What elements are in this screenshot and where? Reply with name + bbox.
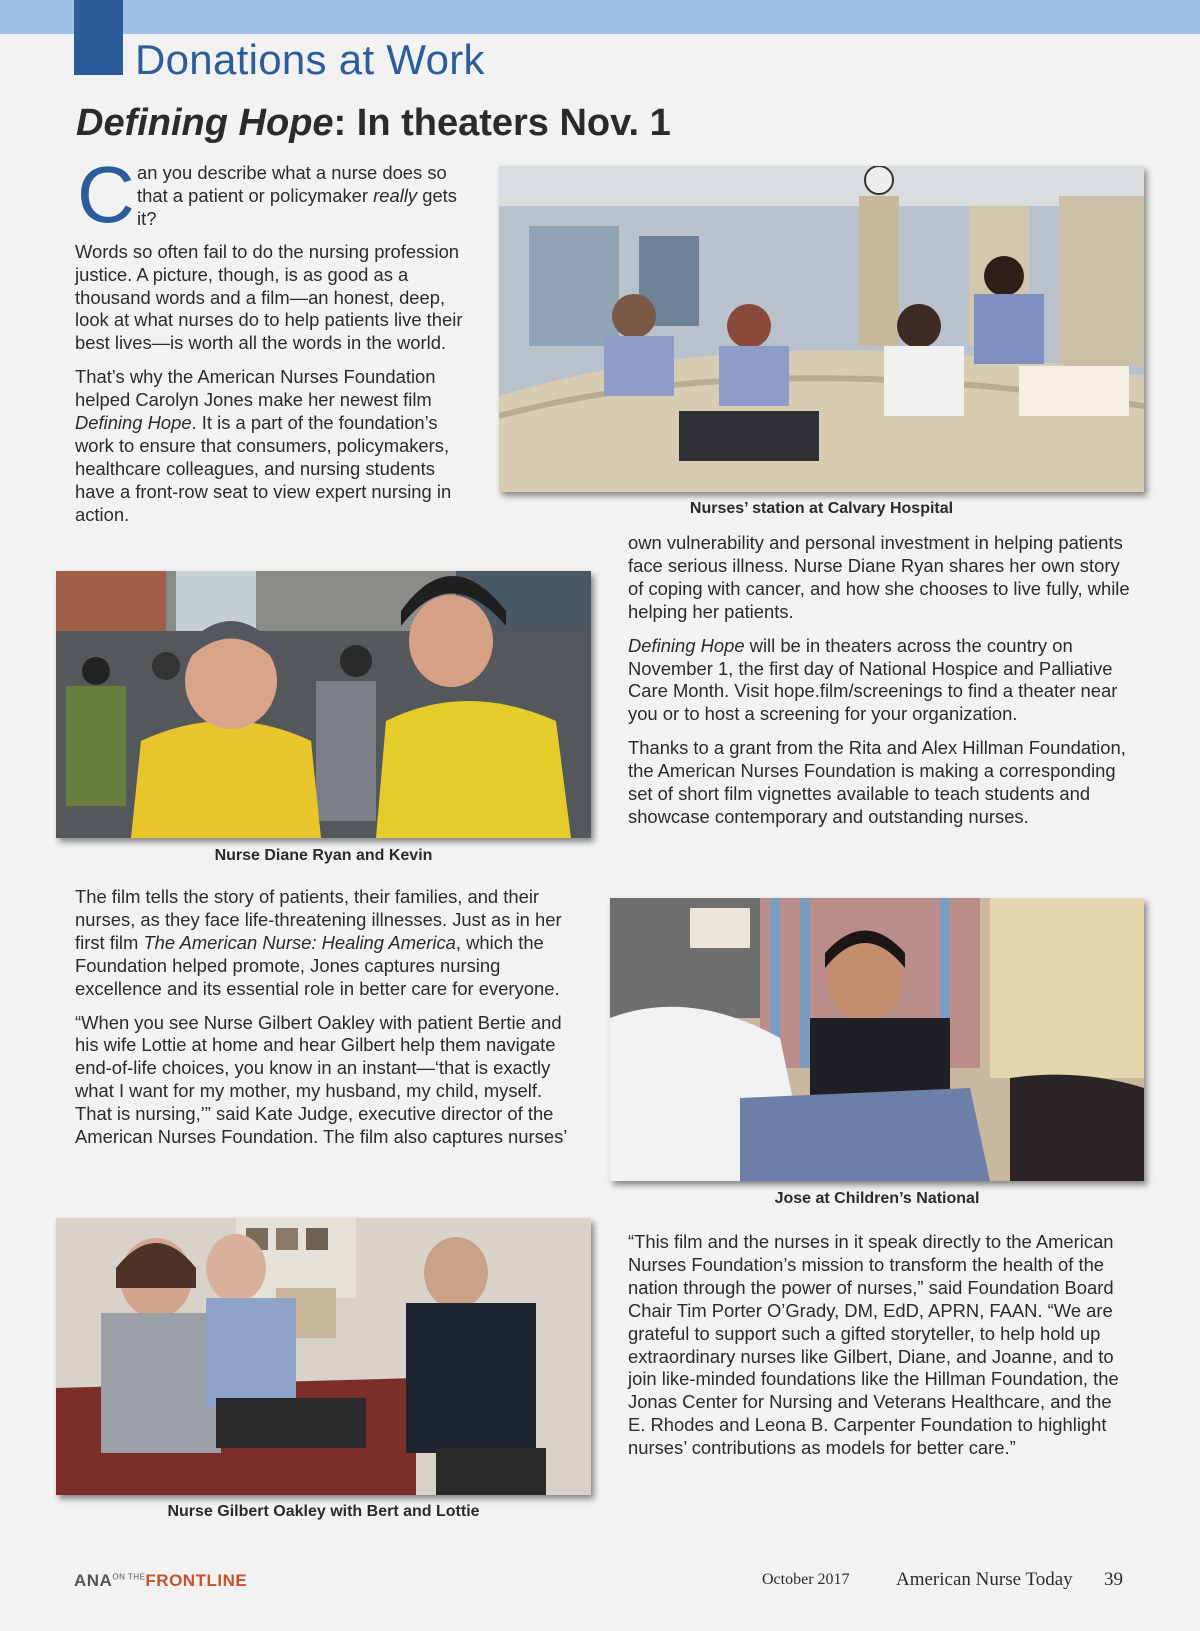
right-column-top: [628, 532, 1133, 829]
nurses-station-illustration: [499, 166, 1144, 492]
paragraph-hillman-grant: Thanks to a grant from the Rita and Alex Hillman Foundation, the American Nurses Foundation is making a corresponding set of short film vignettes available to teach students and showcase contemporary and outstanding nurses.: [628, 737, 1126, 827]
caption-diane-ryan: Nurse Diane Ryan and Kevin: [214, 847, 433, 864]
paragraph-words-fail: Words so often fail to do the nursing profession justice. A picture, though, is as good as a thousand words and a film—an honest, deep, look at what nurses do to help patients live their best lives—is worth all the words in the world.: [75, 240, 463, 354]
top-color-band: [0, 0, 1200, 34]
jose-illustration: [610, 898, 1144, 1181]
photo-gilbert-oakley: [56, 1218, 591, 1495]
photo-diane-ryan: [56, 571, 591, 838]
right-column-bottom: [628, 1231, 1133, 1460]
caption-nurses-station: Nurses’ station at Calvary Hospital: [689, 500, 954, 517]
photo-nurses-station: [499, 166, 1144, 492]
footer-page-number: 39: [1104, 1569, 1123, 1590]
gilbert-oakley-illustration: [56, 1218, 591, 1495]
footer-date: October 2017: [762, 1571, 850, 1588]
section-tab-marker: [74, 0, 123, 75]
intro-italic: really: [373, 184, 418, 206]
paragraph-foundation-helped: That’s why the American Nurses Foundation helped Carolyn Jones make her newest film Defining Hope. It is a part of the foundation’s work to ensure that consumers, policymakers, healthcare colleagues, and nursing students have a front-row seat to view expert nursing in action.: [75, 366, 452, 525]
intro-end: gets it?: [137, 184, 457, 229]
intro-paragraph: [75, 150, 473, 239]
caption-gilbert-oakley: Nurse Gilbert Oakley with Bert and Lottie: [167, 1503, 480, 1520]
section-title: Donations at Work: [135, 36, 485, 83]
headline-rest: : In theaters Nov. 1: [333, 102, 671, 144]
paragraph-kate-judge-quote: “When you see Nurse Gilbert Oakley with patient Bertie and his wife Lottie at home and hear Gilbert help them navigate end-of-life choices, you know in an instant—‘that is exactly what I want for my mother, my husband, my child, myself. That is nursing,’” said Kate Judge, executive director of the American Nurses Foundation. The film also captures nurses’: [75, 1011, 568, 1148]
article-headline: [76, 102, 671, 145]
headline-film-title: Defining Hope: [76, 102, 334, 144]
intro-text: an you describe what a nurse does so that a patient or policymaker: [137, 162, 447, 206]
diane-ryan-illustration: [56, 571, 591, 838]
ana-on-the-frontline-logo: $ANA^{ON THE}FRONTLINE$: [74, 1571, 248, 1590]
paragraph-porter-ogrady-quote: “This film and the nurses in it speak directly to the American Nurses Foundation’s mission to transform the health of the nation through the power of nurses,” said Foundation Board Chair Tim Porter O’Grady, DM, EdD, APRN, FAAN. “We are grateful to support such a gifted storyteller, to help hold up extraordinary nurses like Gilbert, Diane, and Joanne, and to join like-minded foundations like the Hillman Foundation, the Jonas Center for Nursing and Veterans Healthcare, and the E. Rhodes and Leona B. Carpenter Foundation to highlight nurses’ contributions as models for better care.”: [628, 1231, 1119, 1459]
drop-cap: C: [77, 150, 135, 239]
paragraph-theaters: Defining Hope will be in theaters across the country on November 1, the first day of National Hospice and Palliative Care Month. Visit hope.film/screenings to find a theater near you or to host a screening for your organization.: [628, 634, 1118, 725]
footer-publication: American Nurse Today: [896, 1569, 1073, 1590]
left-column-top: [75, 150, 473, 527]
paragraph-vulnerability: own vulnerability and personal investment in helping patients face serious illness. Nurse Diane Ryan shares her own story of coping with cancer, and how she chooses to live fully, while helping her patients.: [628, 532, 1130, 622]
photo-jose: [610, 898, 1144, 1181]
left-column-middle: [75, 886, 575, 1149]
paragraph-film-story: The film tells the story of patients, their families, and their nurses, as they face life-threatening illnesses. Just as in her first film The American Nurse: Healing America, which the Foundation helped promote, Jones captures nursing excellence and its essential role in better care for everyone.: [75, 886, 562, 999]
caption-jose: Jose at Children’s National: [774, 1190, 980, 1207]
